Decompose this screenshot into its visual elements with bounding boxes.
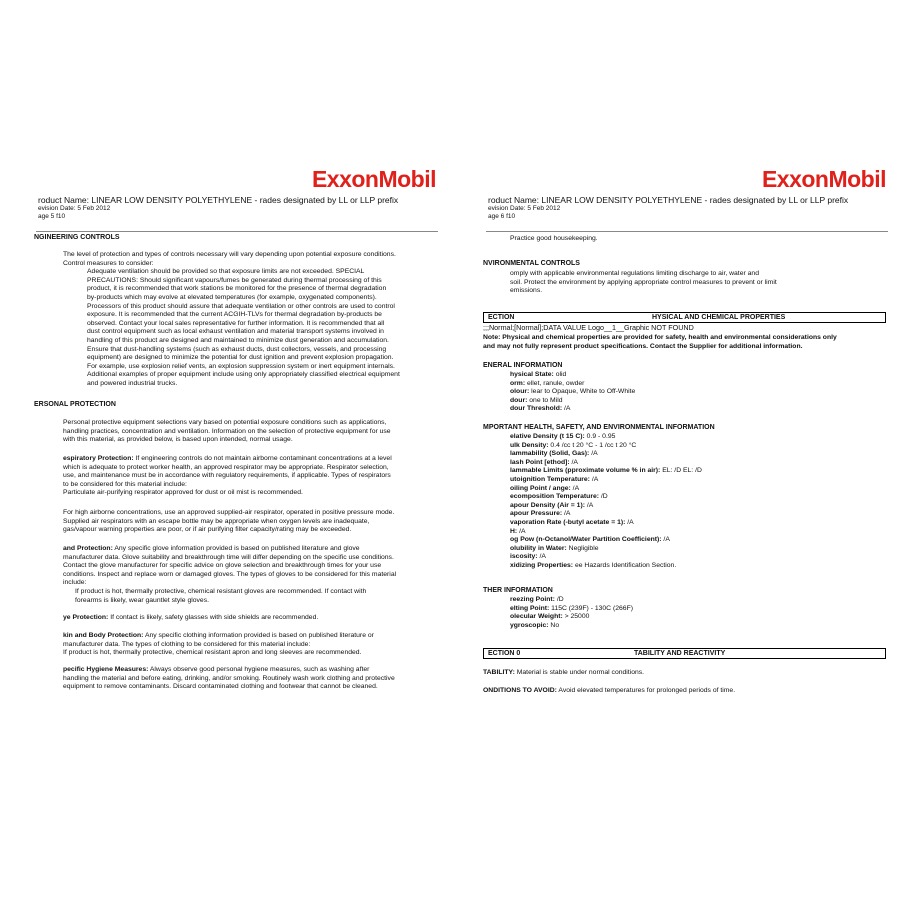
section-10-bar: [483, 648, 886, 659]
section-9-title: HYSICAL AND CHEMICAL PROPERTIES: [652, 314, 786, 321]
header-divider: [36, 231, 438, 232]
list-item: dour: one to Mild: [510, 396, 563, 404]
list-item: iscosity: /A: [510, 553, 546, 561]
other-information-title: THER INFORMATION: [483, 587, 553, 594]
list-item: lash Point [ethod]: /A: [510, 458, 578, 466]
exxonmobil-logo: ExxonMobil: [311, 166, 436, 192]
hand-protection: and Protection: Any specific glove information provided is based on published literature and glove manufacturer data. Glove suitability and breakthrough time will differ depending on the specific use conditions. Contact the glove manufacturer for specific advice on glove selection and breakthrough times for your use conditions. Inspect and replace worn or damaged gloves. The types of gloves to be considered for this material include: If product is hot, thermally protective, chemical resistant gloves are recommended. If contact with forearms is likely, wear gauntlet style gloves.: [63, 545, 397, 604]
list-item: utoignition Temperature: /A: [510, 475, 599, 483]
list-item: H: /A: [510, 527, 526, 535]
conditions-to-avoid-line: ONDITIONS TO AVOID: Avoid elevated temperatures for prolonged periods of time.: [483, 687, 736, 694]
hygiene-measures: pecific Hygiene Measures: Always observe good personal hygiene measures, such as washing after handling the material and before eating, drinking, and/or smoking. Routinely wash work clothing and protective equipment to remove contaminants. Discard contaminated clothing and footwear that cannot be cleaned.: [63, 666, 395, 691]
list-item: hysical State: olid: [510, 371, 567, 378]
engineering-controls-title: NGINEERING CONTROLS: [34, 234, 120, 241]
section-9-bar: [483, 312, 886, 323]
eye-protection: ye Protection: If contact is likely, safety glasses with side shields are recommended.: [63, 614, 319, 621]
exxonmobil-logo: ExxonMobil: [761, 166, 886, 192]
personal-protection-title: ERSONAL PROTECTION: [34, 401, 116, 408]
important-information-list: [510, 433, 702, 571]
list-item: elative Density (t 15 C): 0.9 - 0.95: [510, 433, 616, 440]
list-item: lammable Limits (pproximate volume % in air): EL: /D EL: /D: [510, 467, 702, 475]
list-item: ecomposition Temperature: /D: [510, 493, 608, 501]
stability-line: TABILITY: Material is stable under normal conditions.: [483, 669, 645, 676]
list-item: dour Threshold: /A: [510, 405, 571, 413]
list-item: lammability (Solid, Gas): /A: [510, 450, 598, 458]
list-item: xidizing Properties: ee Hazards Identification Section.: [510, 561, 677, 569]
revision-date: evision Date: 5 Feb 2012: [38, 205, 111, 212]
product-name: roduct Name: LINEAR LOW DENSITY POLYETHYLENE - rades designated by LL or LLP prefix: [38, 195, 399, 205]
other-information-list: [510, 596, 633, 630]
engineering-controls-text: The level of protection and types of controls necessary will vary depending upon potential exposure conditions. Control measures to consider: Adequate ventilation should be provided so that exposure limits are not exceeded. SPECIAL PRECAUTIONS: Should significant vapours/fumes be generated during thermal processing of this product, it is recommended that work stations be monitored for the presence of thermal degradation by-products which may evolve at elevated temperatures (for example, oxygenated components). Processors of this product should assure that adequate ventilation or other controls are used to control exposure. It is recommended that the current ACGIH-TLVs for thermal degradation by-products be observed. Contact your local sales representative for further information. It is recommended that all dust control equipment such as local exhaust ventilation and material transport systems involved in handling of this product are designed and maintained to minimize dust generation and accumulation. Ensure that dust-handling systems (such as exhaust ducts, dust collectors, vessels, and processing equipment) are designed to minimize the potential for dust ignition and prevent explosion propagation. For example, use explosion relief vents, an explosion suppression system or inert equipment internals. Additional examples of proper equipment include using only appropriately classified electrical equipment and powered industrial trucks.: [63, 251, 400, 387]
section-10-number: ECTION 0: [488, 650, 521, 657]
housekeeping-text: Practice good housekeeping.: [510, 235, 598, 242]
general-information-list: [510, 371, 635, 414]
page-right: [458, 0, 888, 900]
list-item: olecular Weight: > 25000: [510, 613, 590, 621]
section-9-number: ECTION: [488, 314, 515, 321]
list-item: orm: ellet, ranule, owder: [510, 379, 585, 387]
list-item: elting Point: 115C (239F) - 130C (266F): [510, 604, 634, 612]
page-left: [8, 0, 438, 900]
respiratory-protection-high: For high airborne concentrations, use an approved supplied-air respirator, operated in positive pressure mode. Supplied air respirators with an escape bottle may be appropriate when oxygen levels are inadequate, gas/vapour warning properties are poor, or if air purifying filter capacity/rating may be exceeded.: [63, 509, 395, 534]
respiratory-protection: espiratory Protection: If engineering controls do not maintain airborne contaminant concentrations at a level which is adequate to protect worker health, an approved respirator may be appropriate. Respirator selection, use, and maintenance must be in accordance with regulatory requirements, if applicable. Types of respirators to be considered for this material include: Particulate air-purifying respirator approved for dust or oil mist is recommended.: [63, 455, 392, 497]
list-item: olour: lear to Opaque, White to Off-White: [510, 388, 636, 396]
list-item: ygroscopic: No: [510, 621, 560, 629]
properties-note: Note: Physical and chemical properties are provided for safety, health and environmental considerations only and may not fully represent product specifications. Contact the Supplier for additional information.: [483, 334, 837, 350]
list-item: vaporation Rate (-butyl acetate = 1): /A: [510, 518, 634, 526]
list-item: og Pow (n-Octanol/Water Partition Coefficient): /A: [510, 536, 670, 544]
list-item: apour Pressure: /A: [510, 510, 571, 518]
list-item: ulk Density: 0.4 /cc t 20 °C - 1 /cc t 20 °C: [510, 441, 637, 449]
general-information-title: ENERAL INFORMATION: [483, 362, 563, 369]
revision-date: evision Date: 5 Feb 2012: [488, 205, 561, 212]
list-item: oiling Point / ange: /A: [510, 484, 580, 492]
page-number: age 6 f10: [488, 213, 516, 220]
personal-protection-text: Personal protective equipment selections vary based on potential exposure conditions such as applications, handling practices, concentration and ventilation. Information on the selection of protective equipment for use with this material, as provided below, is based upon intended, normal usage.: [63, 419, 391, 444]
header-divider: [486, 231, 888, 232]
page-number: age 5 f10: [38, 213, 66, 220]
list-item: reezing Point: /D: [510, 596, 564, 603]
list-item: olubility in Water: Negligible: [510, 544, 599, 552]
section-10-title: TABILITY AND REACTIVITY: [634, 650, 726, 657]
list-item: apour Density (Air = 1): /A: [510, 501, 594, 509]
environmental-controls-text: omply with applicable environmental regulations limiting discharge to air, water and soil. Protect the environment by applying appropriate control measures to prevent or limit emissions.: [510, 270, 777, 295]
important-information-title: MPORTANT HEALTH, SAFETY, AND ENVIRONMENTAL INFORMATION: [483, 424, 715, 431]
data-value-placeholder: ;;;Normal;[Normal];DATA VALUE Logo__1__Graphic NOT FOUND: [483, 323, 694, 332]
product-name: roduct Name: LINEAR LOW DENSITY POLYETHYLENE - rades designated by LL or LLP prefix: [488, 195, 849, 205]
environmental-controls-title: NVIRONMENTAL CONTROLS: [483, 260, 580, 267]
skin-body-protection: kin and Body Protection: Any specific clothing information provided is based on published literature or manufacturer data. The types of clothing to be considered for this material include: If product is hot, thermally protective, chemical resistant apron and long sleeves are recommended.: [63, 632, 374, 657]
